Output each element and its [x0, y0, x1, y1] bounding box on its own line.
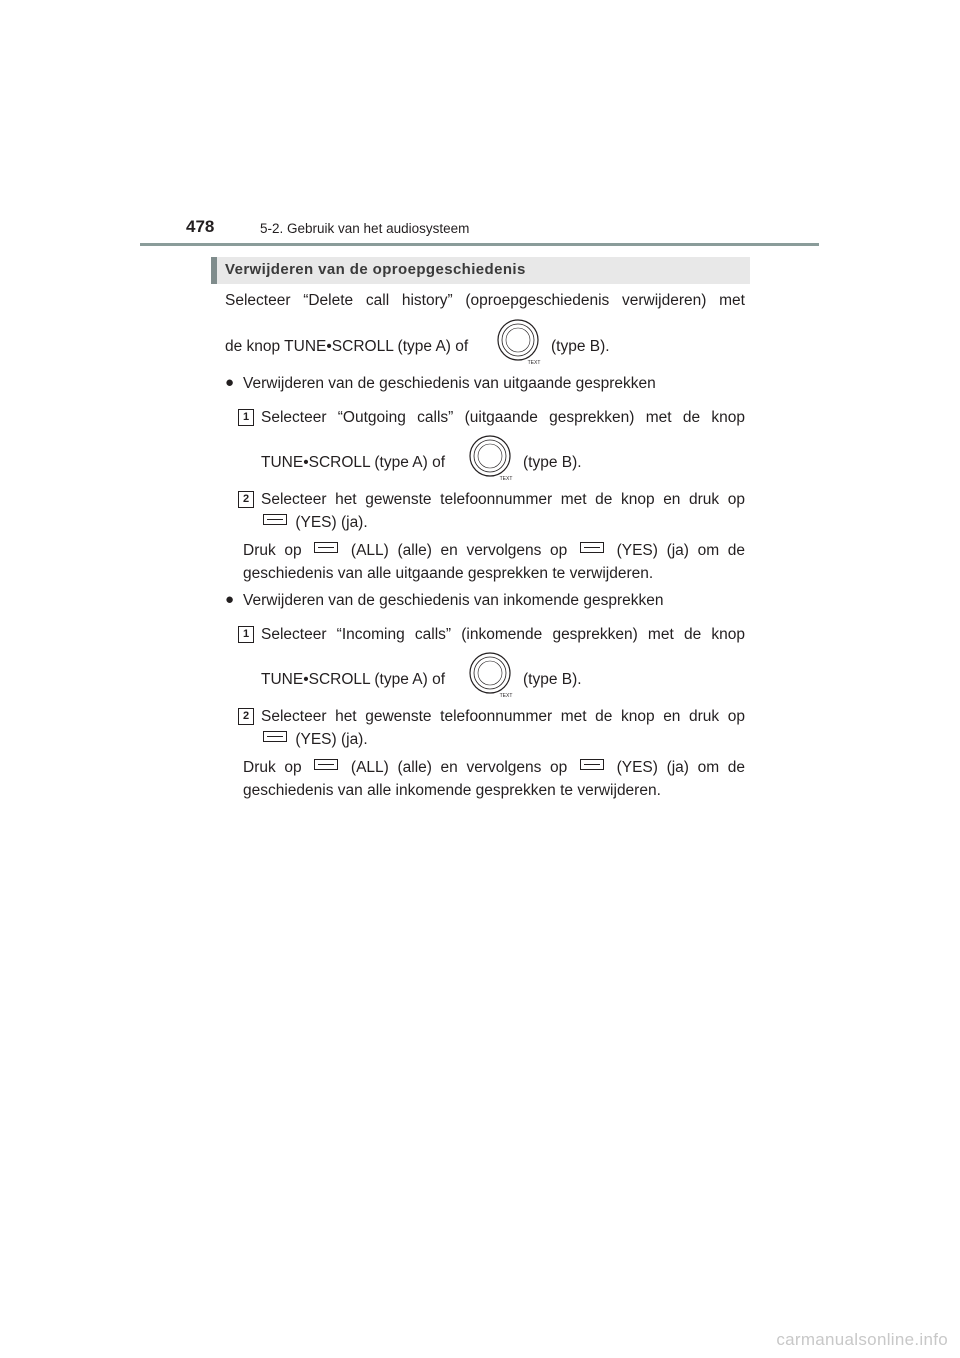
outgoing-step2-line2-row — [261, 513, 368, 533]
incoming-step2-line2: (YES) (ja). — [295, 731, 368, 748]
bullet-icon: ● — [225, 591, 235, 608]
incoming-step1-line2b: (type B). — [523, 671, 582, 688]
yes-button-icon — [263, 731, 287, 742]
tune-knob-icon — [494, 318, 542, 366]
incoming-step2-line1: Selecteer het gewenste telefoonnummer met de knop en druk op — [261, 708, 745, 725]
all-button-icon — [314, 759, 338, 770]
knob-label: TEXT — [499, 476, 513, 482]
heading-title: Verwijderen van de oproepgeschiedenis — [225, 261, 526, 278]
page-number: 478 — [186, 217, 215, 236]
outgoing-step2-line1: Selecteer het gewenste telefoonnummer met de knop en druk op — [261, 491, 745, 508]
heading-accent — [211, 257, 217, 284]
incoming-step2-line2-row — [261, 730, 368, 750]
step-number: 1 — [238, 626, 254, 643]
outgoing-title: Verwijderen van de geschiedenis van uitgaande gesprekken — [243, 375, 656, 392]
outgoing-step2-line2: (YES) (ja). — [295, 514, 368, 531]
intro-line2a: de knop TUNE•SCROLL (type A) of — [225, 338, 469, 355]
intro-line1: Selecteer “Delete call history” (oproepgeschiedenis verwijderen) met — [225, 292, 745, 309]
all-button-icon — [314, 542, 338, 553]
incoming-title: Verwijderen van de geschiedenis van inkomende gesprekken — [243, 592, 664, 609]
outgoing-note-line1: Druk op (ALL) (alle) en vervolgens op (YES) (ja) om de — [243, 542, 746, 559]
yes-button-icon — [580, 542, 604, 553]
incoming-note-line1: Druk op (ALL) (alle) en vervolgens op (YES) (ja) om de — [243, 759, 746, 776]
yes-button-icon — [263, 514, 287, 525]
outgoing-step1-line2a: TUNE•SCROLL (type A) of — [261, 454, 446, 471]
header-rule — [140, 243, 819, 246]
incoming-step1-line2a: TUNE•SCROLL (type A) of — [261, 671, 446, 688]
yes-button-icon — [580, 759, 604, 770]
outgoing-note-line2: geschiedenis van alle uitgaande gesprekken te verwijderen. — [243, 565, 654, 582]
step-number: 2 — [238, 491, 254, 508]
knob-label: TEXT — [527, 360, 541, 366]
incoming-note-line2: geschiedenis van alle inkomende gesprekken te verwijderen. — [243, 782, 661, 799]
intro-line2b: (type B). — [551, 338, 610, 355]
step-number: 1 — [238, 409, 254, 426]
tune-knob-icon — [466, 651, 514, 699]
tune-knob-icon — [466, 434, 514, 482]
outgoing-step1-line2b: (type B). — [523, 454, 582, 471]
outgoing-step1-line1: Selecteer “Outgoing calls” (uitgaande gesprekken) met de knop — [261, 409, 745, 426]
watermark: carmanualsonline.info — [776, 1330, 948, 1349]
section-title: 5-2. Gebruik van het audiosysteem — [260, 221, 470, 236]
incoming-step1-line1: Selecteer “Incoming calls” (inkomende gesprekken) met de knop — [261, 626, 745, 643]
step-number: 2 — [238, 708, 254, 725]
heading-bar — [211, 257, 750, 284]
bullet-icon: ● — [225, 374, 235, 391]
knob-label: TEXT — [499, 693, 513, 699]
